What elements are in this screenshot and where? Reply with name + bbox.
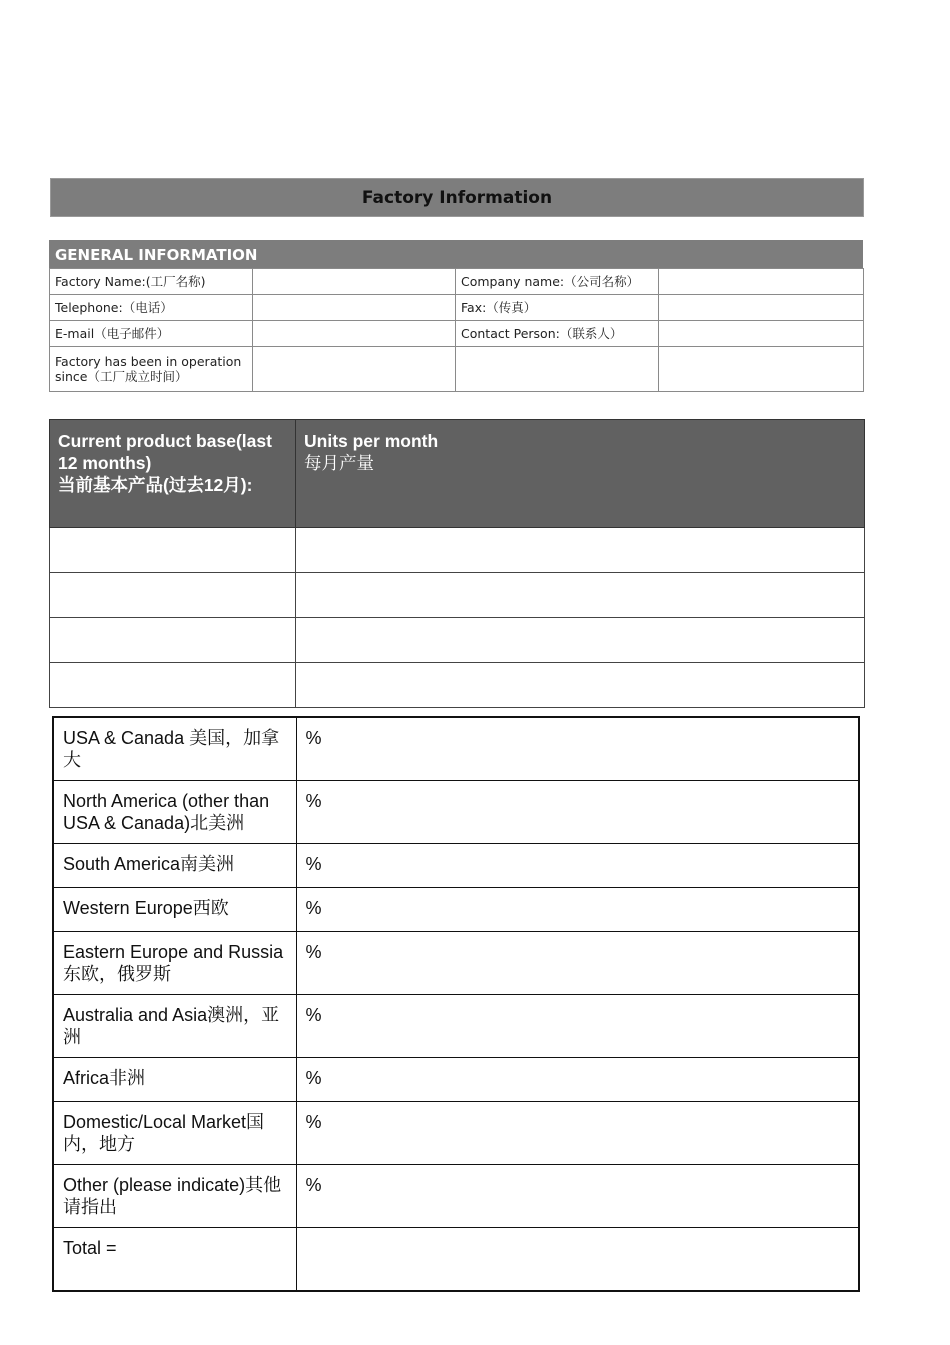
email-label: E-mail（电子邮件） xyxy=(50,321,253,347)
product-base-table xyxy=(49,419,865,708)
product-cell[interactable] xyxy=(50,618,296,663)
contact-person-field[interactable] xyxy=(659,321,864,347)
units-per-month-header xyxy=(296,420,865,528)
region-label: USA & Canada 美国，加拿大 xyxy=(53,717,296,781)
region-percent-field[interactable]: % xyxy=(296,717,859,781)
table-row xyxy=(50,528,865,573)
region-percent-field[interactable]: % xyxy=(296,1058,859,1102)
table-row xyxy=(53,932,859,995)
region-percent-field[interactable]: % xyxy=(296,1102,859,1165)
table-row xyxy=(50,573,865,618)
telephone-field[interactable] xyxy=(253,295,456,321)
total-label: Total = xyxy=(53,1228,296,1292)
table-row xyxy=(50,321,864,347)
table-row xyxy=(53,1102,859,1165)
fax-field[interactable] xyxy=(659,295,864,321)
region-label: Domestic/Local Market国内，地方 xyxy=(53,1102,296,1165)
operation-since-field[interactable] xyxy=(253,347,456,392)
contact-person-label: Contact Person:（联系人） xyxy=(456,321,659,347)
product-cell[interactable] xyxy=(50,528,296,573)
product-base-header-zh: 当前基本产品(过去12月): xyxy=(58,475,253,495)
empty-label-cell xyxy=(456,347,659,392)
table-row xyxy=(50,663,865,708)
units-per-month-header-zh: 每月产量 xyxy=(304,453,374,473)
factory-name-field[interactable] xyxy=(253,269,456,295)
region-percent-field[interactable]: % xyxy=(296,844,859,888)
empty-value-cell[interactable] xyxy=(659,347,864,392)
market-distribution-table xyxy=(52,716,860,1292)
table-row xyxy=(50,347,864,392)
table-row xyxy=(53,781,859,844)
region-label: Other (please indicate)其他请指出 xyxy=(53,1165,296,1228)
region-label: Africa非洲 xyxy=(53,1058,296,1102)
region-percent-field[interactable]: % xyxy=(296,888,859,932)
region-percent-field[interactable]: % xyxy=(296,1165,859,1228)
table-row xyxy=(53,844,859,888)
email-field[interactable] xyxy=(253,321,456,347)
total-field[interactable] xyxy=(296,1228,859,1292)
table-row xyxy=(53,1058,859,1102)
region-percent-field[interactable]: % xyxy=(296,995,859,1058)
factory-name-label: Factory Name:(工厂名称) xyxy=(50,269,253,295)
product-base-header xyxy=(50,420,296,528)
company-name-field[interactable] xyxy=(659,269,864,295)
operation-since-label: Factory has been in operation since（工厂成立时间） xyxy=(50,347,253,392)
region-label: Western Europe西欧 xyxy=(53,888,296,932)
region-percent-field[interactable]: % xyxy=(296,781,859,844)
units-per-month-header-en: Units per month xyxy=(304,431,439,451)
table-row xyxy=(50,269,864,295)
table-row xyxy=(50,295,864,321)
product-cell[interactable] xyxy=(50,573,296,618)
page-title: Factory Information xyxy=(50,178,864,217)
region-percent-field[interactable]: % xyxy=(296,932,859,995)
region-label: Australia and Asia澳洲，亚洲 xyxy=(53,995,296,1058)
units-cell[interactable] xyxy=(296,528,865,573)
general-information-table xyxy=(49,268,864,392)
table-row xyxy=(53,717,859,781)
product-base-header-en: Current product base(last 12 months) xyxy=(58,431,272,473)
table-row xyxy=(50,618,865,663)
total-row xyxy=(53,1228,859,1292)
table-row xyxy=(53,995,859,1058)
company-name-label: Company name:（公司名称） xyxy=(456,269,659,295)
table-header-row xyxy=(50,420,865,528)
table-row xyxy=(53,888,859,932)
units-cell[interactable] xyxy=(296,573,865,618)
units-cell[interactable] xyxy=(296,618,865,663)
telephone-label: Telephone:（电话） xyxy=(50,295,253,321)
fax-label: Fax:（传真） xyxy=(456,295,659,321)
table-row xyxy=(53,1165,859,1228)
region-label: South America南美洲 xyxy=(53,844,296,888)
product-cell[interactable] xyxy=(50,663,296,708)
region-label: North America (other than USA & Canada)北美洲 xyxy=(53,781,296,844)
units-cell[interactable] xyxy=(296,663,865,708)
general-information-header: GENERAL INFORMATION xyxy=(49,240,863,268)
region-label: Eastern Europe and Russia东欧，俄罗斯 xyxy=(53,932,296,995)
